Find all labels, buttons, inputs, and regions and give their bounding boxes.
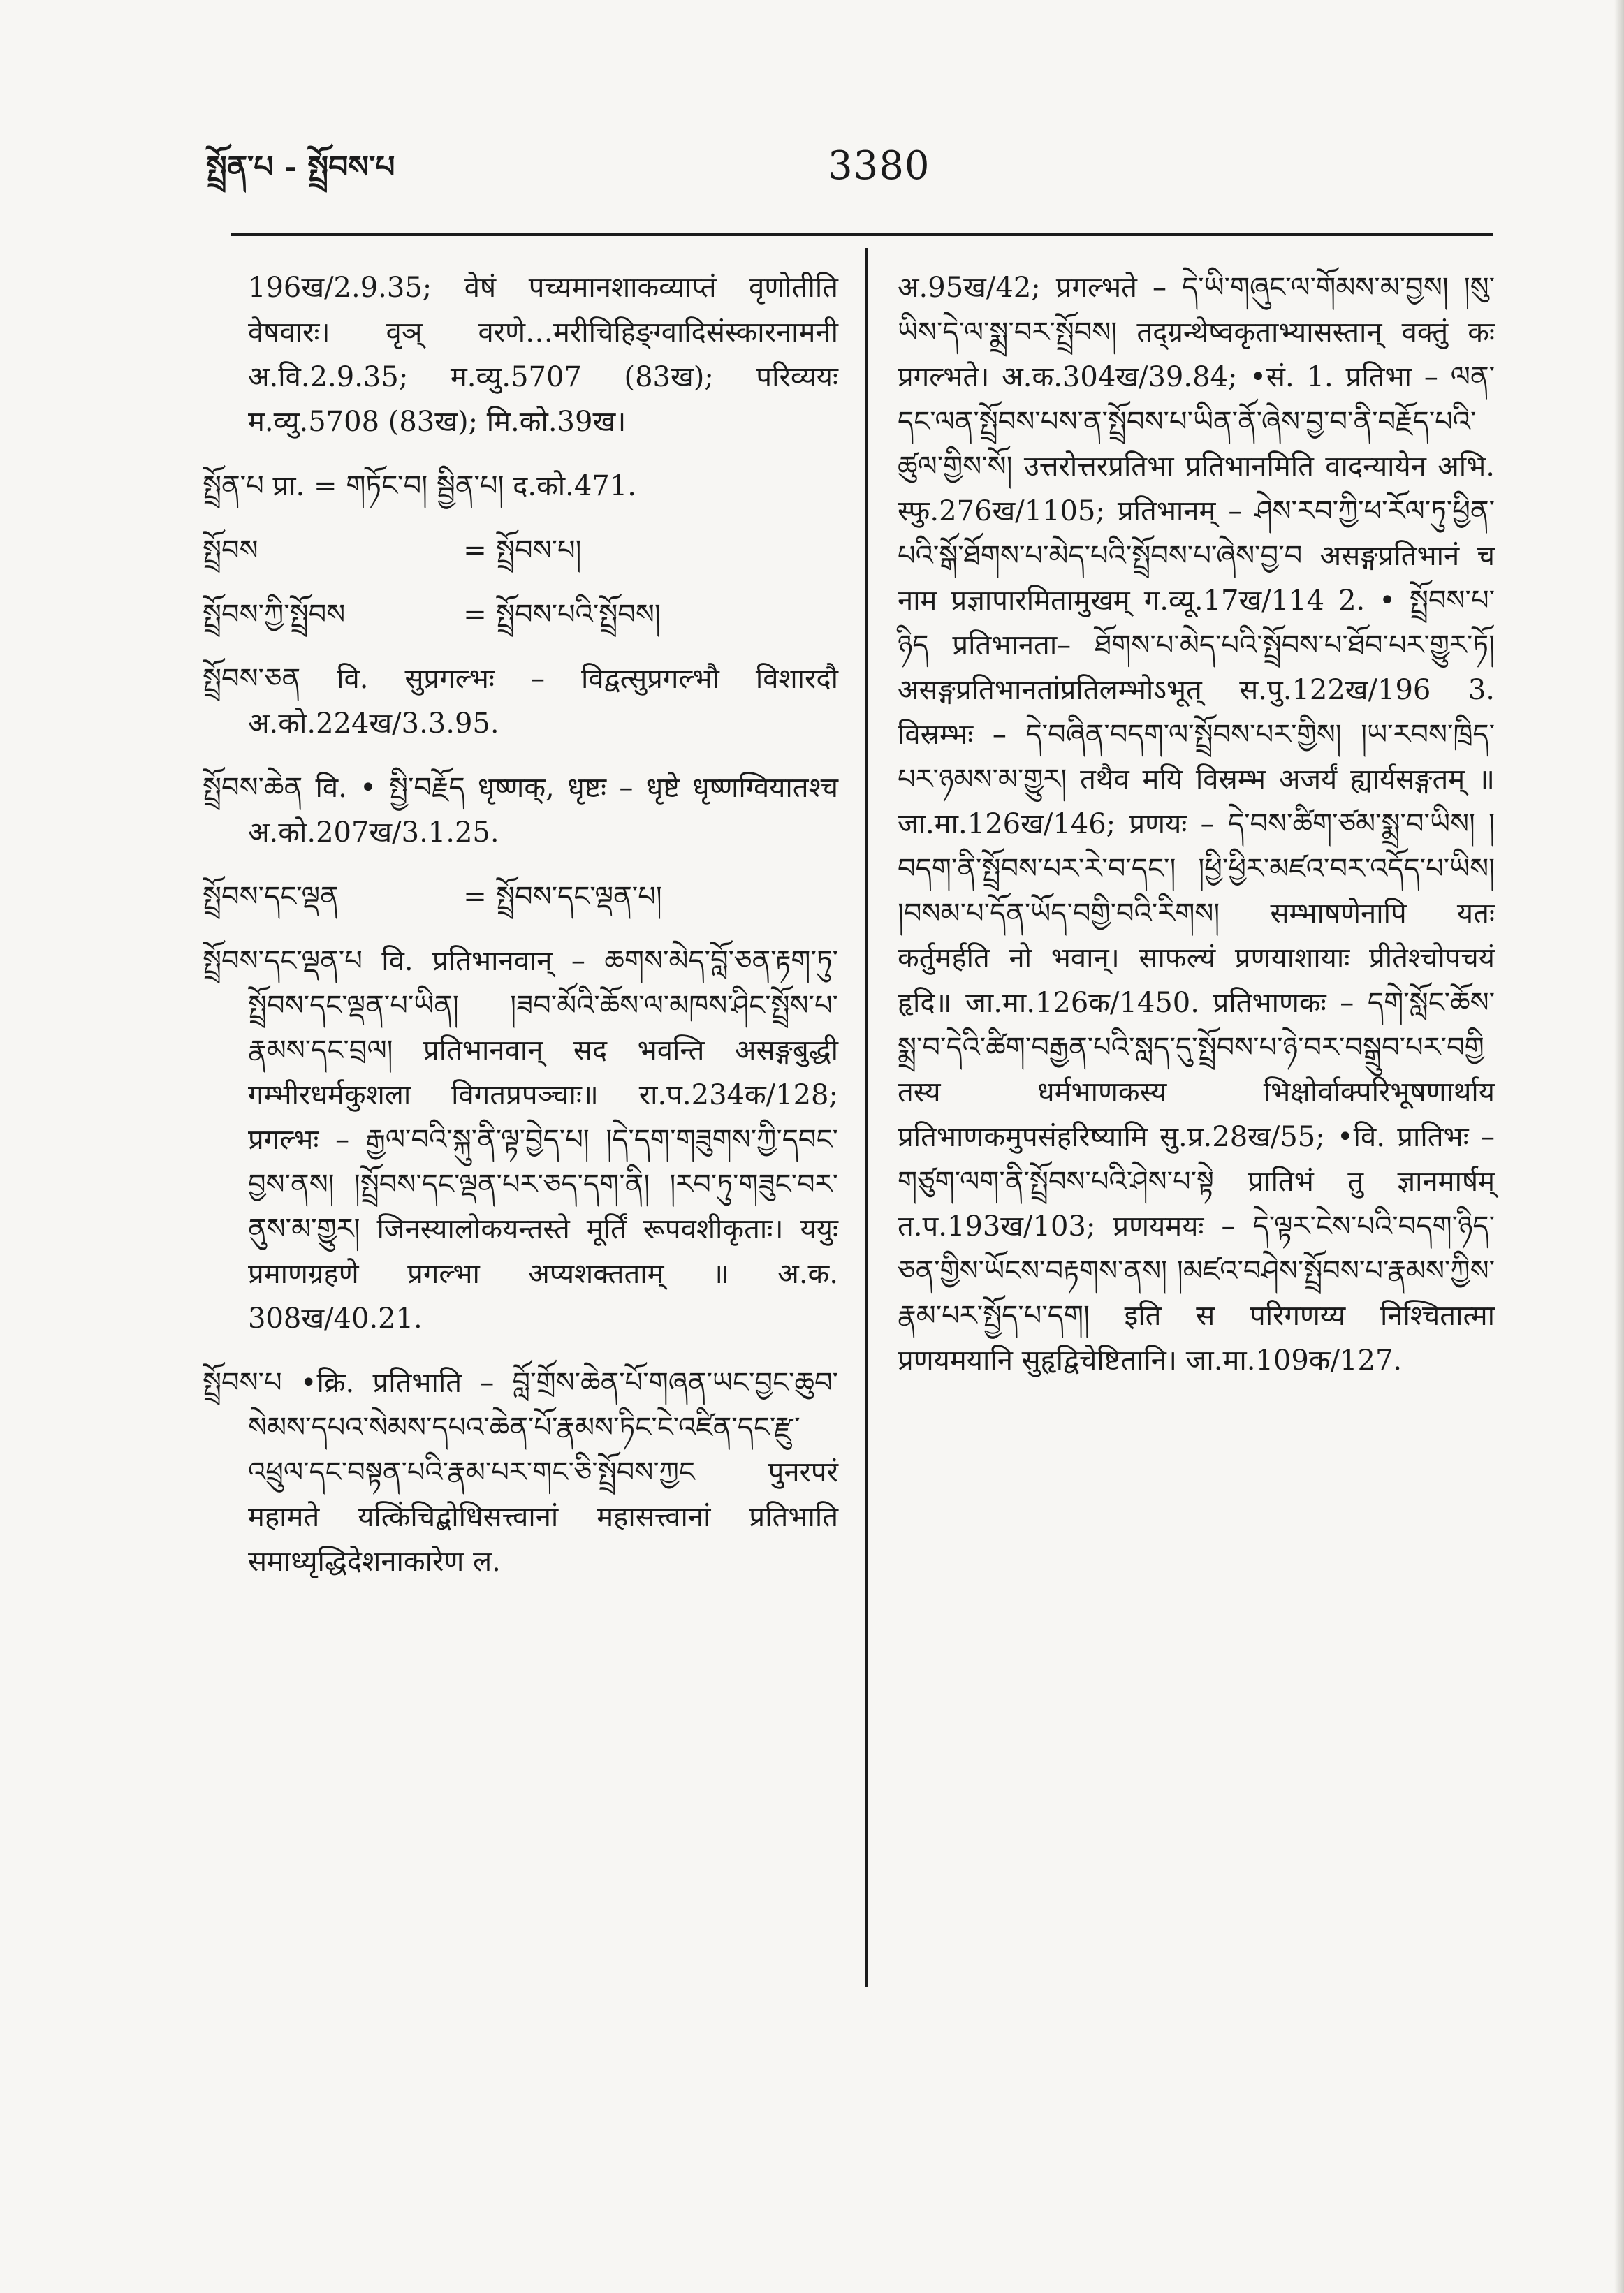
cross-reference-row: [203, 874, 838, 919]
dictionary-entry: སྤྲོབས་ཅན वि. सुप्रगल्भः – विद्वत्सुप्रगल्भौ विशारदौ अ.को.224ख/3.3.95.: [203, 663, 838, 740]
dictionary-entry: སྤྲོབས་ཆེན वि. • སྤྱི་བརྗོད धृष्णक्, धृष्टः – धृष्टे धृष्णग्वियातश्च अ.को.207ख/3.1.25.: [203, 772, 838, 849]
left-column: [203, 265, 838, 1604]
equals-sign: =: [463, 534, 487, 566]
dictionary-entry: སྤྲོན་པ प्रा. = གཏོང་བ། སྦྱིན་པ། द.को.471.: [203, 470, 636, 502]
equals-sign: =: [463, 599, 487, 631]
dictionary-entry: སྤྲོབས་པ •क्रि. प्रतिभाति – བློ་གྲོས་ཆེན་པོ་གཞན་ཡང་བྱང་ཆུབ་སེམས་དཔའ་སེམས་དཔའ་ཆེན་པོ་རྣམས་ཏིང་ངེ་འཛིན་དང་རྫུ་འཕྲུལ་དང་བསྟན་པའི་རྣམ་པར་གང་ཅི་སྤྲོབས་ཀྱང पुनरपरं महामते यत्किंचिद्बोधिसत्त्वानां महासत्त्वानां प्रतिभाति समाध्यृद्धिदेशनाकारेण ल.: [203, 1367, 838, 1578]
page-number: 3380: [828, 143, 930, 189]
headword: སྤྲོབས་དང་ལྡན: [203, 881, 339, 913]
headword: སྤྲོབས་ཀྱི་སྤྲོབས: [203, 599, 346, 631]
reference: སྤྲོབས་དང་ལྡན་པ།: [496, 881, 662, 913]
page-header-left: སྤྲོན་པ - སྤྲོབས་པ: [206, 149, 395, 185]
column-divider: [865, 248, 868, 1987]
reference: སྤྲོབས་པའི་སྤྲོབས།: [496, 599, 661, 631]
cross-reference-row: [203, 528, 838, 573]
right-column: [898, 265, 1495, 1402]
scan-edge-shadow: [1614, 0, 1624, 2293]
dictionary-entry: སྤྲོབས་དང་ལྡན་པ वि. प्रतिभानवान् – ཆགས་མེད་བློ་ཅན་རྟག་ཏུ་སྤྲོབས་དང་ལྡན་པ་ཡིན། །ཟབ་མོའི་ཆོས་ལ་མཁས་ཤིང་སྤྲོས་པ་རྣམས་དང་བྲལ། प्रतिभानवान् सद भवन्ति असङ्गबुद्धी गम्भीरधर्मकुशला विगतप्रपञ्चाः॥ रा.प.234क/128; प्रगल्भः – རྒྱལ་བའི་སྐུ་ནི་ལྟ་བྱེད་པ། །དེ་དག་གཟུགས་ཀྱི་དབང་བྱས་ནས། །སྤྲོབས་དང་ལྡན་པར་ཅད་དག་ནི། །རབ་ཏུ་གཟུང་བར་ནུས་མ་གྱུར། जिनस्यालोकयन्तस्ते मूर्तिं रूपवशीकृताः। ययुः प्रमाणग्रहणे प्रगल्भा अप्यशक्तताम् ॥ अ.क. 308ख/40.21.: [203, 945, 838, 1335]
equals-sign: =: [463, 881, 487, 913]
entry-continuation: 196ख/2.9.35; वेषं पच्यमानशाकव्याप्तं वृणोतीति वेषवारः। वृञ् वरणे…मरीचिहिङ्ग्वादिसंस्कारनामनी अ.वि.2.9.35; म.व्यु.5707 (83ख); परिव्ययः म.व्यु.5708 (83ख); मि.को.39ख।: [248, 272, 838, 438]
header-rule: [231, 233, 1493, 236]
reference: སྤྲོབས་པ།: [496, 534, 582, 566]
entry-continuation: अ.95ख/42; प्रगल्भते – དེ་ཡི་གཞུང་ལ་གོམས་མ་བྱས། །སུ་ཡིས་དེ་ལ་སྨྲ་བར་སྤྲོབས། तद्ग्रन्थेष्वकृताभ्यासस्तान् वक्तुं कः प्रगल्भते। अ.क.304ख/39.84; •सं. 1. प्रतिभा – ལན་དང་ལན་སྤྲོབས་པས་ན་སྤྲོབས་པ་ཡིན་ནོ་ཞེས་བྱ་བ་ནི་བརྗོད་པའི་ཚུལ་གྱིས་སོ། उत्तरोत्तरप्रतिभा प्रतिभानमिति वादन्यायेन अभि. स्फु.276ख/1105; प्रतिभानम् – ཤེས་རབ་ཀྱི་ཕ་རོལ་ཏུ་ཕྱིན་པའི་སྒོ་ཐོགས་པ་མེད་པའི་སྤྲོབས་པ་ཞེས་བྱ་བ असङ्गप्रतिभानं च नाम प्रज्ञापारमितामुखम् ग.व्यू.17ख/114 2. • སྤྲོབས་པ་ཉིད प्रतिभानता– ཐོགས་པ་མེད་པའི་སྤྲོབས་པ་ཐོབ་པར་གྱུར་ཏོ། असङ्गप्रतिभानतांप्रतिलम्भोऽभूत् स.पु.122ख/196 3. विस्रम्भः – དེ་བཞིན་བདག་ལ་སྤྲོབས་པར་གྱིས། །ཡ་རབས་ཁྲིད་པར་ཉམས་མ་གྱུར། तथैव मयि विस्रम्भ अजर्यं ह्यार्यसङ्गतम् ॥ जा.मा.126ख/146; प्रणयः – དེ་བས་ཚིག་ཙམ་སྨྲ་བ་ཡིས། །བདག་ནི་སྤྲོབས་པར་རེ་བ་དང་། །ཕྱི་ཕྱིར་མཛའ་བར་འདོད་པ་ཡིས། །བསམ་པ་དོན་ཡོད་བགྱི་བའི་རིགས། सम्भाषणेनापि यतः कर्तुमर्हति नो भवान्। साफल्यं प्रणयाशायाः प्रीतेश्चोपचयं हृदि॥ जा.मा.126क/1450. प्रतिभाणकः – དགེ་སློང་ཆོས་སྨྲ་བ་དེའི་ཚིག་བརྒྱན་པའི་སླད་དུ་སྤྲོབས་པ་ཉེ་བར་བསྒྲུབ་པར་བགྱི तस्य धर्मभाणकस्य भिक्षोर्वाक्परिभूषणार्थाय प्रतिभाणकमुपसंहरिष्यामि सु.प्र.28ख/55; •वि. प्रातिभः – གཙུག་ལག་ནི་སྤྲོབས་པའི་ཤེས་པ་སྟེ प्रातिभं तु ज्ञानमार्षम् त.प.193ख/103; प्रणयमयः – དེ་ལྟར་ངེས་པའི་བདག་ཉིད་ཅན་གྱིས་ཡོངས་བརྟགས་ནས། །མཛའ་བཤེས་སྤྲོབས་པ་རྣམས་ཀྱིས་རྣམ་པར་སྤྱོད་པ་དག། इति स परिगणय्य निश्चितात्मा प्रणयमयानि सुहृद्विचेष्टितानि। जा.मा.109क/127.: [898, 272, 1495, 1377]
headword: སྤྲོབས: [203, 534, 258, 566]
cross-reference-row: [203, 592, 838, 637]
